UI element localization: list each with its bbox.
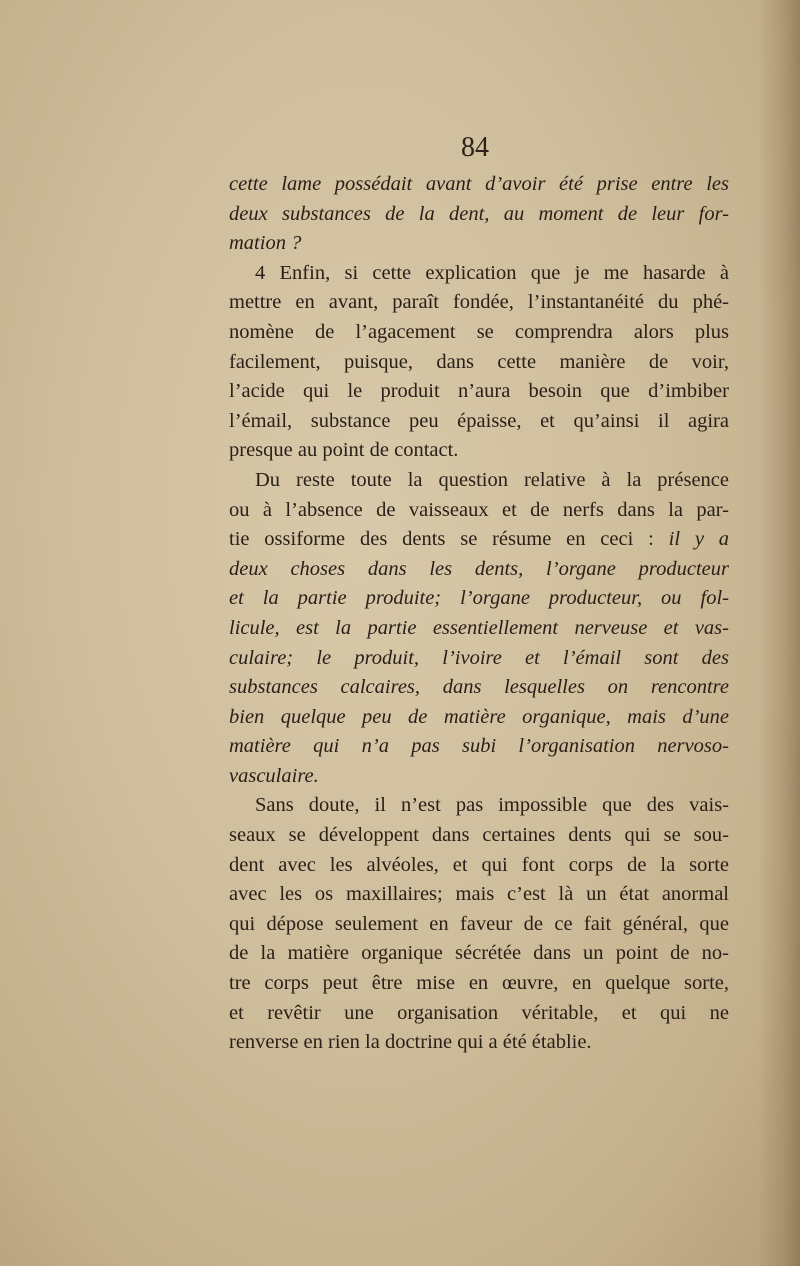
text-line: ou à l’absence de vaisseaux et de nerfs dans la par-: [229, 498, 729, 521]
text-line: mettre en avant, paraît fondée, l’instantanéité du phé-: [229, 291, 729, 314]
text-line: l’émail, substance peu épaisse, et qu’ainsi il agira: [229, 409, 729, 432]
text-line: vasculaire.: [229, 764, 319, 787]
text-line: deux choses dans les dents, l’organe producteur: [229, 557, 729, 580]
text-italic: il y a: [668, 528, 730, 551]
text-line: de la matière organique sécrétée dans un point de no-: [229, 942, 729, 965]
text-line: qui dépose seulement en faveur de ce fait général, que: [229, 912, 729, 935]
text-line: nomène de l’agacement se comprendra alors plus: [229, 320, 729, 343]
text-line: tre corps peut être mise en œuvre, en quelque sorte,: [229, 972, 729, 995]
text-line: bien quelque peu de matière organique, mais d’une: [229, 705, 729, 728]
text-line: seaux se développent dans certaines dents qui se sou-: [229, 824, 729, 847]
text-line: l’acide qui le produit n’aura besoin que d’imbiber: [229, 380, 729, 403]
text-line: et la partie produite; l’organe producteur, ou fol-: [229, 587, 729, 610]
page-number: 84: [461, 132, 489, 163]
text-line: cette lame possédait avant d’avoir été prise entre les: [229, 173, 729, 195]
text-line: licule, est la partie essentiellement nerveuse et vas-: [229, 616, 729, 639]
text-line: avec les os maxillaires; mais c’est là un état anormal: [229, 883, 729, 906]
text-line: facilement, puisque, dans cette manière de voir,: [229, 350, 729, 373]
page-edge-shadow: [758, 0, 800, 1266]
text-line: dent avec les alvéoles, et qui font corps de la sorte: [229, 853, 729, 876]
text-line: substances calcaires, dans lesquelles on rencontre: [229, 676, 729, 699]
text-line: matière qui n’a pas subi l’organisation nervoso-: [229, 735, 729, 758]
text-line: 4 Enfin, si cette explication que je me hasarde à: [255, 261, 729, 284]
text-line: renverse en rien la doctrine qui a été établie.: [229, 1031, 592, 1054]
body-text: [229, 170, 729, 1058]
text-line: presque au point de contact.: [229, 439, 459, 462]
text-roman: tie ossiforme des dents se résume en ceci :: [229, 528, 669, 551]
text-line: Sans doute, il n’est pas impossible que des vais-: [255, 794, 729, 817]
text-line: Du reste toute la question relative à la présence: [255, 468, 729, 491]
text-line: deux substances de la dent, au moment de leur for-: [229, 202, 729, 225]
text-line: culaire; le produit, l’ivoire et l’émail sont des: [229, 646, 729, 669]
text-line: mation ?: [229, 232, 302, 255]
text-line: et revêtir une organisation véritable, et qui ne: [229, 1001, 729, 1024]
text-line-mixed: [229, 525, 729, 555]
